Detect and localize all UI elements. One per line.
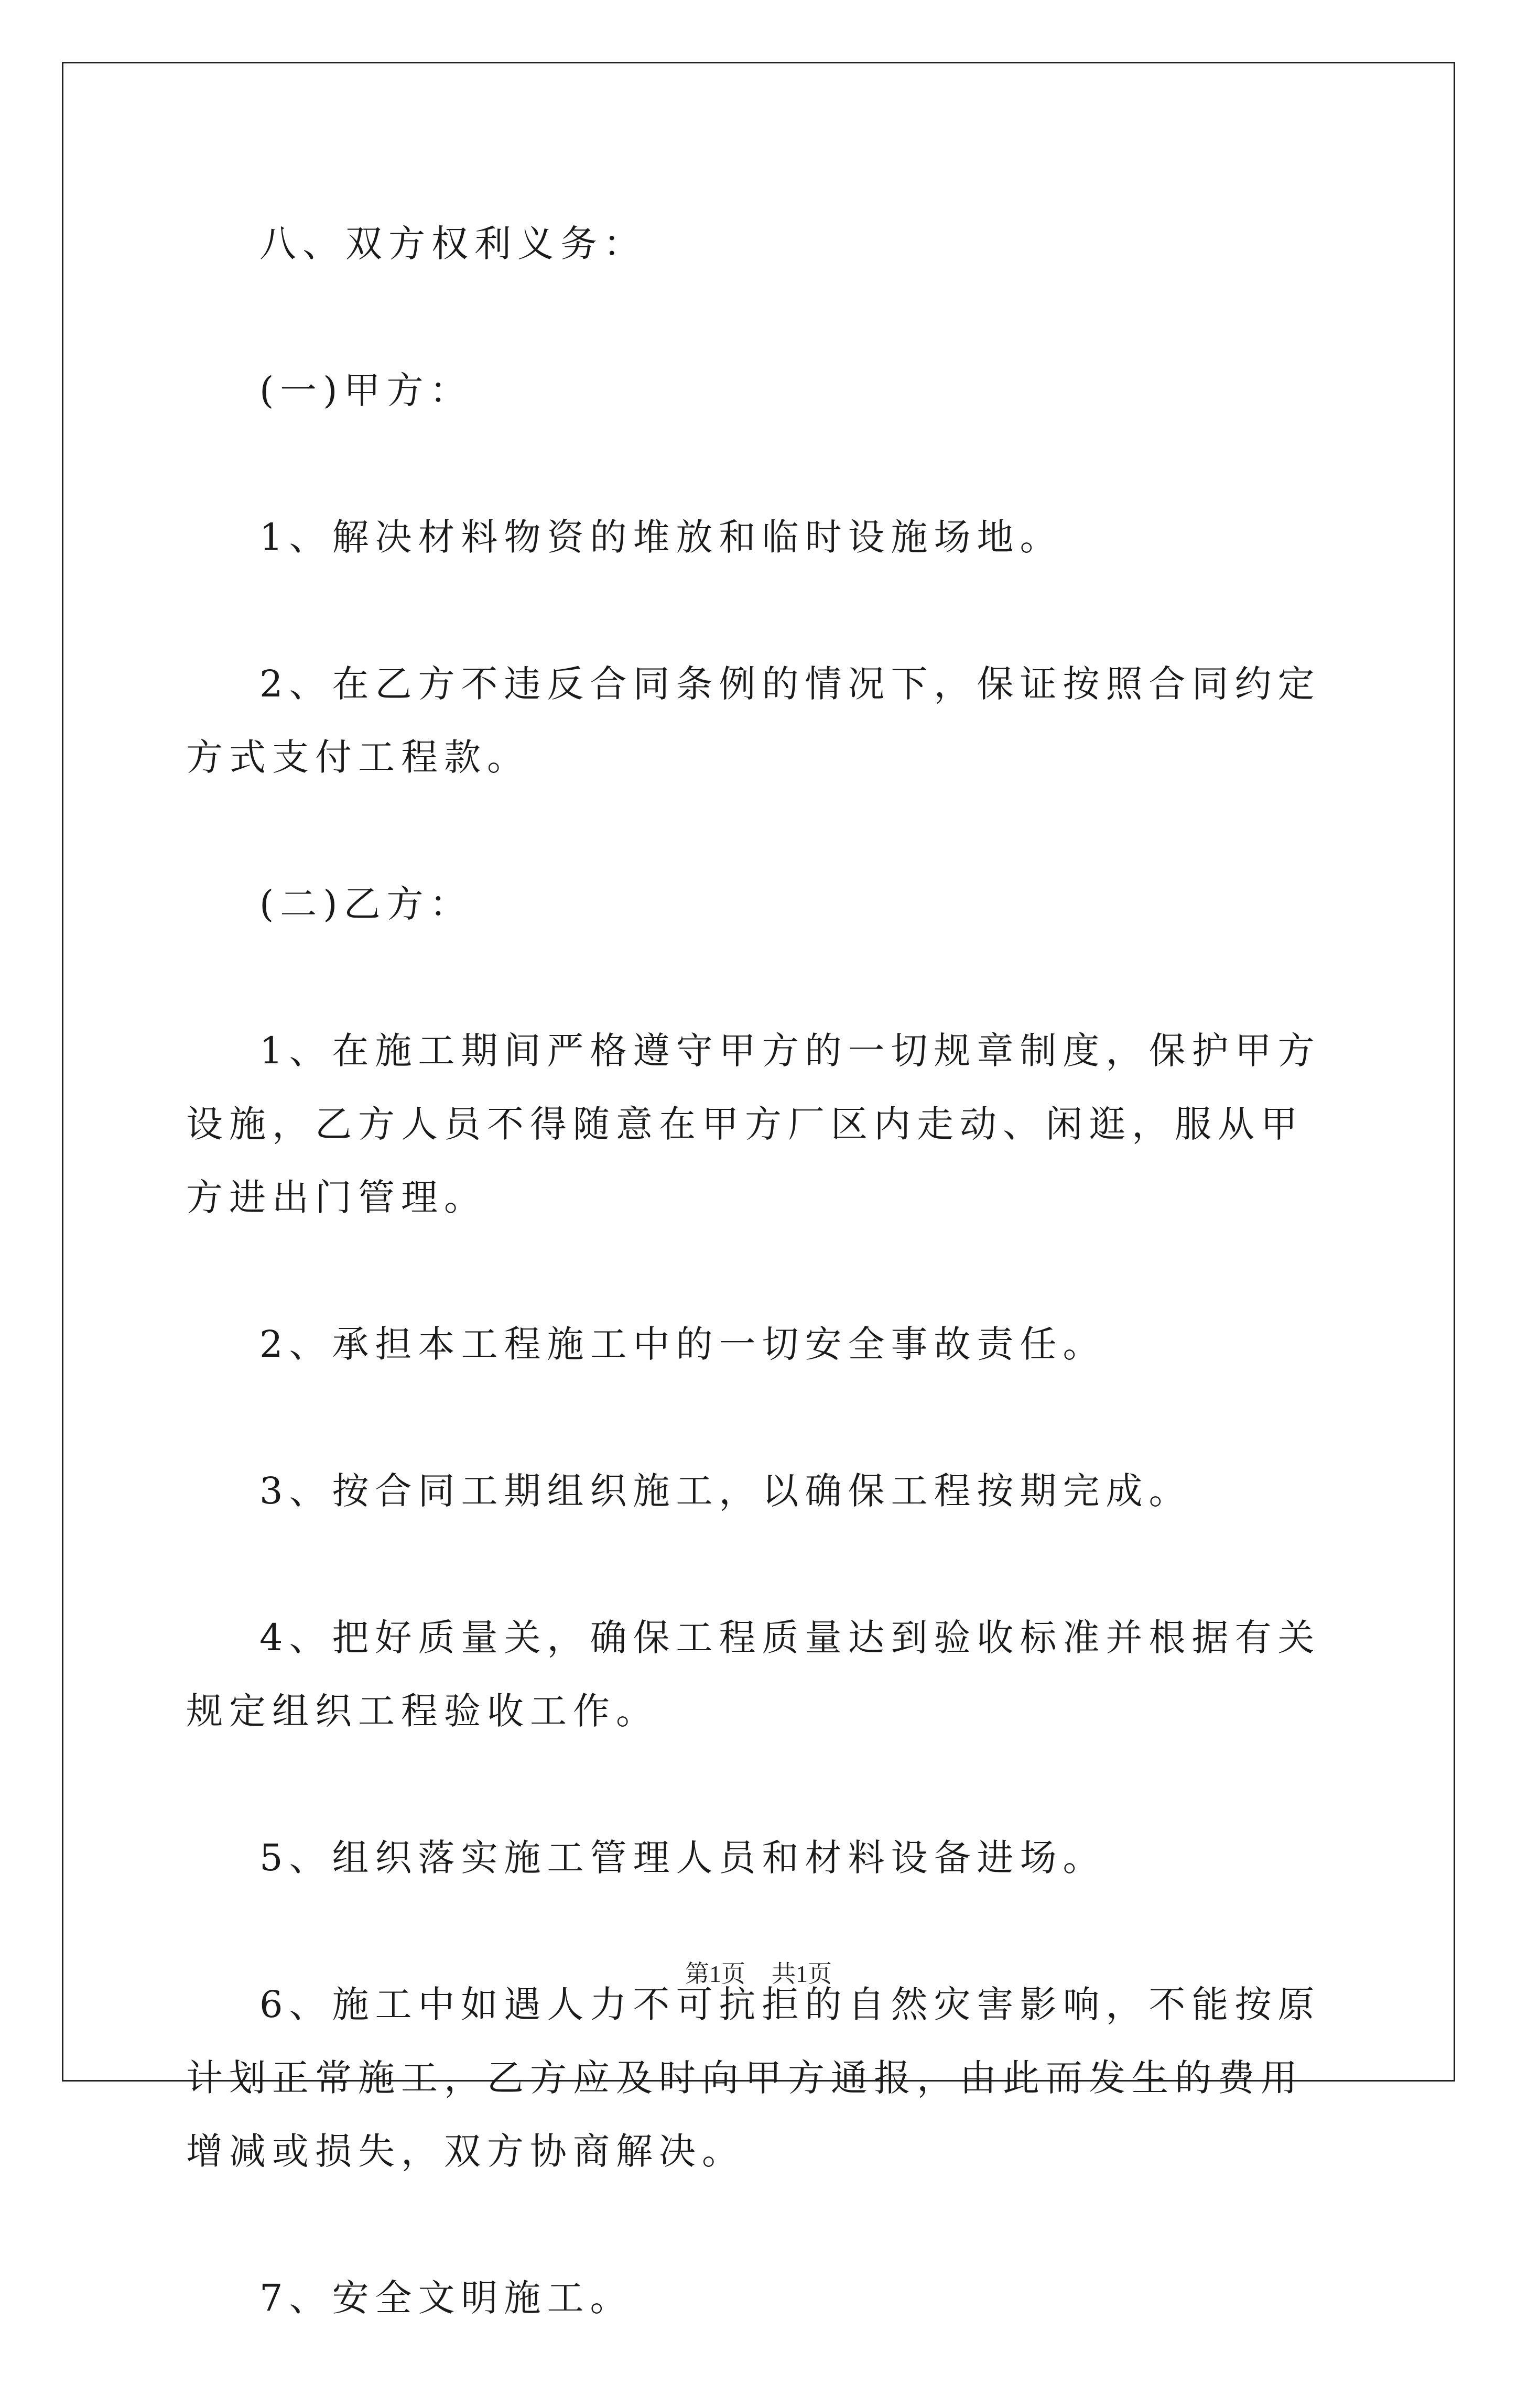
clause-paragraph: 3、按合同工期组织施工，以确保工程按期完成。 — [259, 1469, 1192, 1512]
clause-paragraph: 1、解决材料物资的堆放和临时设施场地。 — [259, 516, 1063, 559]
clause-paragraph: 1、在施工期间严格遵守甲方的一切规章制度，保护甲方设施，乙方人员不得随意在甲方厂区内走动、闲逛，服从甲方进出门管理。 — [186, 1029, 1321, 1219]
section-heading: 八、双方权利义务： — [259, 222, 646, 265]
page-footer — [0, 1955, 1517, 1989]
clause-paragraph: 2、在乙方不违反合同条例的情况下，保证按照合同约定方式支付工程款。 — [186, 662, 1321, 779]
subsection-heading-party-a: (一)甲方： — [259, 369, 473, 412]
document-body — [186, 207, 1339, 2408]
clause-paragraph: 4、把好质量关，确保工程质量达到验收标准并根据有关规定组织工程验收工作。 — [186, 1616, 1321, 1733]
page-total: 共1页 — [772, 1960, 832, 1987]
clause-paragraph: 7、安全文明施工。 — [259, 2276, 633, 2319]
clause-paragraph: 2、承担本工程施工中的一切安全事故责任。 — [259, 1323, 1106, 1366]
clause-paragraph: 5、组织落实施工管理人员和材料设备进场。 — [259, 1836, 1106, 1879]
page-number: 第1页 — [685, 1960, 745, 1987]
clause-paragraph: 6、施工中如遇人力不可抗拒的自然灾害影响，不能按原计划正常施工，乙方应及时向甲方通报，由此而发生的费用增减或损失，双方协商解决。 — [186, 1983, 1321, 2173]
subsection-heading-party-b: (二)乙方： — [259, 882, 473, 925]
